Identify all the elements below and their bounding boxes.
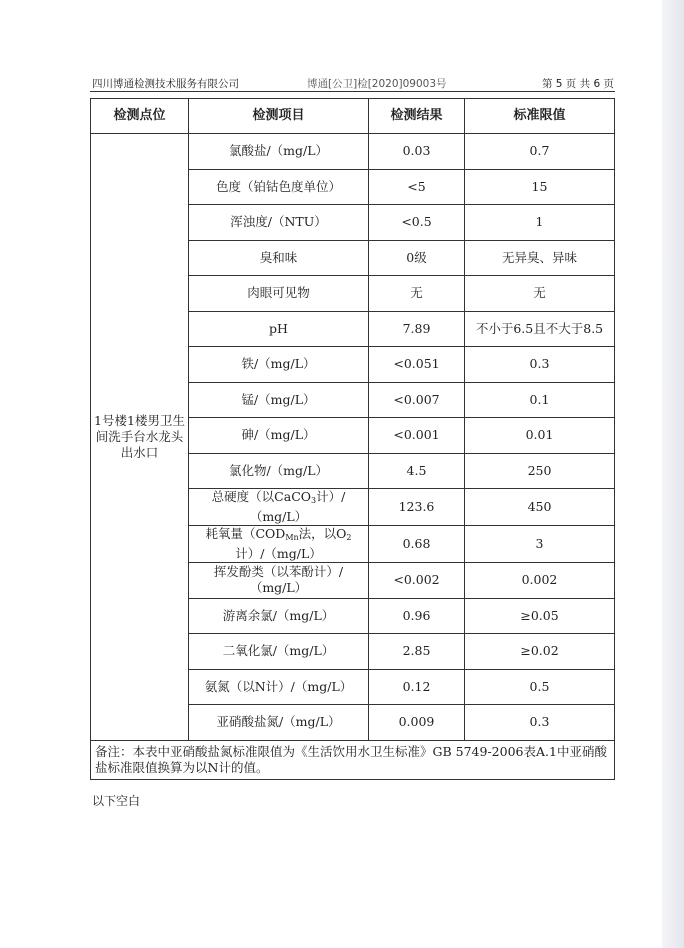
- test-result: <0.051: [369, 347, 465, 383]
- standard-limit: 1: [465, 205, 615, 241]
- standard-limit: 0.7: [465, 134, 615, 170]
- test-item: 砷/（mg/L）: [189, 418, 369, 454]
- standard-limit: 250: [465, 453, 615, 489]
- standard-limit: 3: [465, 526, 615, 563]
- company-name: 四川博通检测技术服务有限公司: [92, 78, 239, 90]
- test-result: 0.96: [369, 598, 465, 634]
- test-result: <5: [369, 169, 465, 205]
- header-rule: [90, 91, 615, 92]
- test-item: 色度（铂钴色度单位）: [189, 169, 369, 205]
- test-item: 氨氮（以N计）/（mg/L）: [189, 669, 369, 705]
- sampling-location: 1号楼1楼男卫生间洗手台水龙头出水口: [91, 134, 189, 741]
- test-result: <0.5: [369, 205, 465, 241]
- standard-limit: ≥0.02: [465, 634, 615, 670]
- col-header: 检测点位: [91, 99, 189, 134]
- test-item: 臭和味: [189, 240, 369, 276]
- test-result: 0.009: [369, 705, 465, 741]
- test-item: 氯化物/（mg/L）: [189, 453, 369, 489]
- report-number: 博通[公卫]检[2020]09003号: [307, 78, 447, 90]
- scan-edge: [662, 0, 684, 948]
- test-item: 氯酸盐/（mg/L）: [189, 134, 369, 170]
- page-header: [92, 76, 614, 92]
- test-item: 锰/（mg/L）: [189, 382, 369, 418]
- standard-limit: 450: [465, 489, 615, 526]
- page-number: 第 5 页 共 6 页: [541, 78, 614, 90]
- test-item: 浑浊度/（NTU）: [189, 205, 369, 241]
- test-item: 二氧化氯/（mg/L）: [189, 634, 369, 670]
- table-header-row: [91, 99, 615, 134]
- standard-limit: 不小于6.5且不大于8.5: [465, 311, 615, 347]
- standard-limit: ≥0.05: [465, 598, 615, 634]
- test-result: 4.5: [369, 453, 465, 489]
- test-result: <0.002: [369, 563, 465, 599]
- test-result: 123.6: [369, 489, 465, 526]
- test-result: 无: [369, 276, 465, 312]
- standard-limit: 0.1: [465, 382, 615, 418]
- results-table: [90, 98, 615, 780]
- col-header: 检测项目: [189, 99, 369, 134]
- test-item: 铁/（mg/L）: [189, 347, 369, 383]
- standard-limit: 无异臭、异味: [465, 240, 615, 276]
- col-header: 检测结果: [369, 99, 465, 134]
- test-result: <0.001: [369, 418, 465, 454]
- standard-limit: 0.002: [465, 563, 615, 599]
- standard-limit: 0.5: [465, 669, 615, 705]
- test-item: 亚硝酸盐氮/（mg/L）: [189, 705, 369, 741]
- test-item: 总硬度（以CaCO$_3$计）/（mg/L）: [189, 489, 369, 526]
- blank-below-text: 以下空白: [92, 794, 141, 808]
- test-item: pH: [189, 311, 369, 347]
- col-header: 标准限值: [465, 99, 615, 134]
- standard-limit: 0.3: [465, 347, 615, 383]
- test-result: 0级: [369, 240, 465, 276]
- note-row: [91, 740, 615, 779]
- standard-limit: 15: [465, 169, 615, 205]
- test-result: 7.89: [369, 311, 465, 347]
- test-item: 肉眼可见物: [189, 276, 369, 312]
- standard-limit: 0.01: [465, 418, 615, 454]
- test-result: 0.12: [369, 669, 465, 705]
- table-row: [91, 134, 615, 170]
- test-result: 0.68: [369, 526, 465, 563]
- test-item: 游离余氯/（mg/L）: [189, 598, 369, 634]
- test-item: 耗氧量（$COD_{Mn}$法，以$O_2$计）/（mg/L）: [189, 526, 369, 563]
- test-result: 2.85: [369, 634, 465, 670]
- test-result: <0.007: [369, 382, 465, 418]
- standard-limit: 无: [465, 276, 615, 312]
- test-result: 0.03: [369, 134, 465, 170]
- table-note: 备注：本表中亚硝酸盐氮标准限值为《生活饮用水卫生标准》GB 5749-2006表A.1中亚硝酸盐标准限值换算为以N计的值。: [91, 740, 615, 779]
- test-item: 挥发酚类（以苯酚计）/（mg/L）: [189, 563, 369, 599]
- standard-limit: 0.3: [465, 705, 615, 741]
